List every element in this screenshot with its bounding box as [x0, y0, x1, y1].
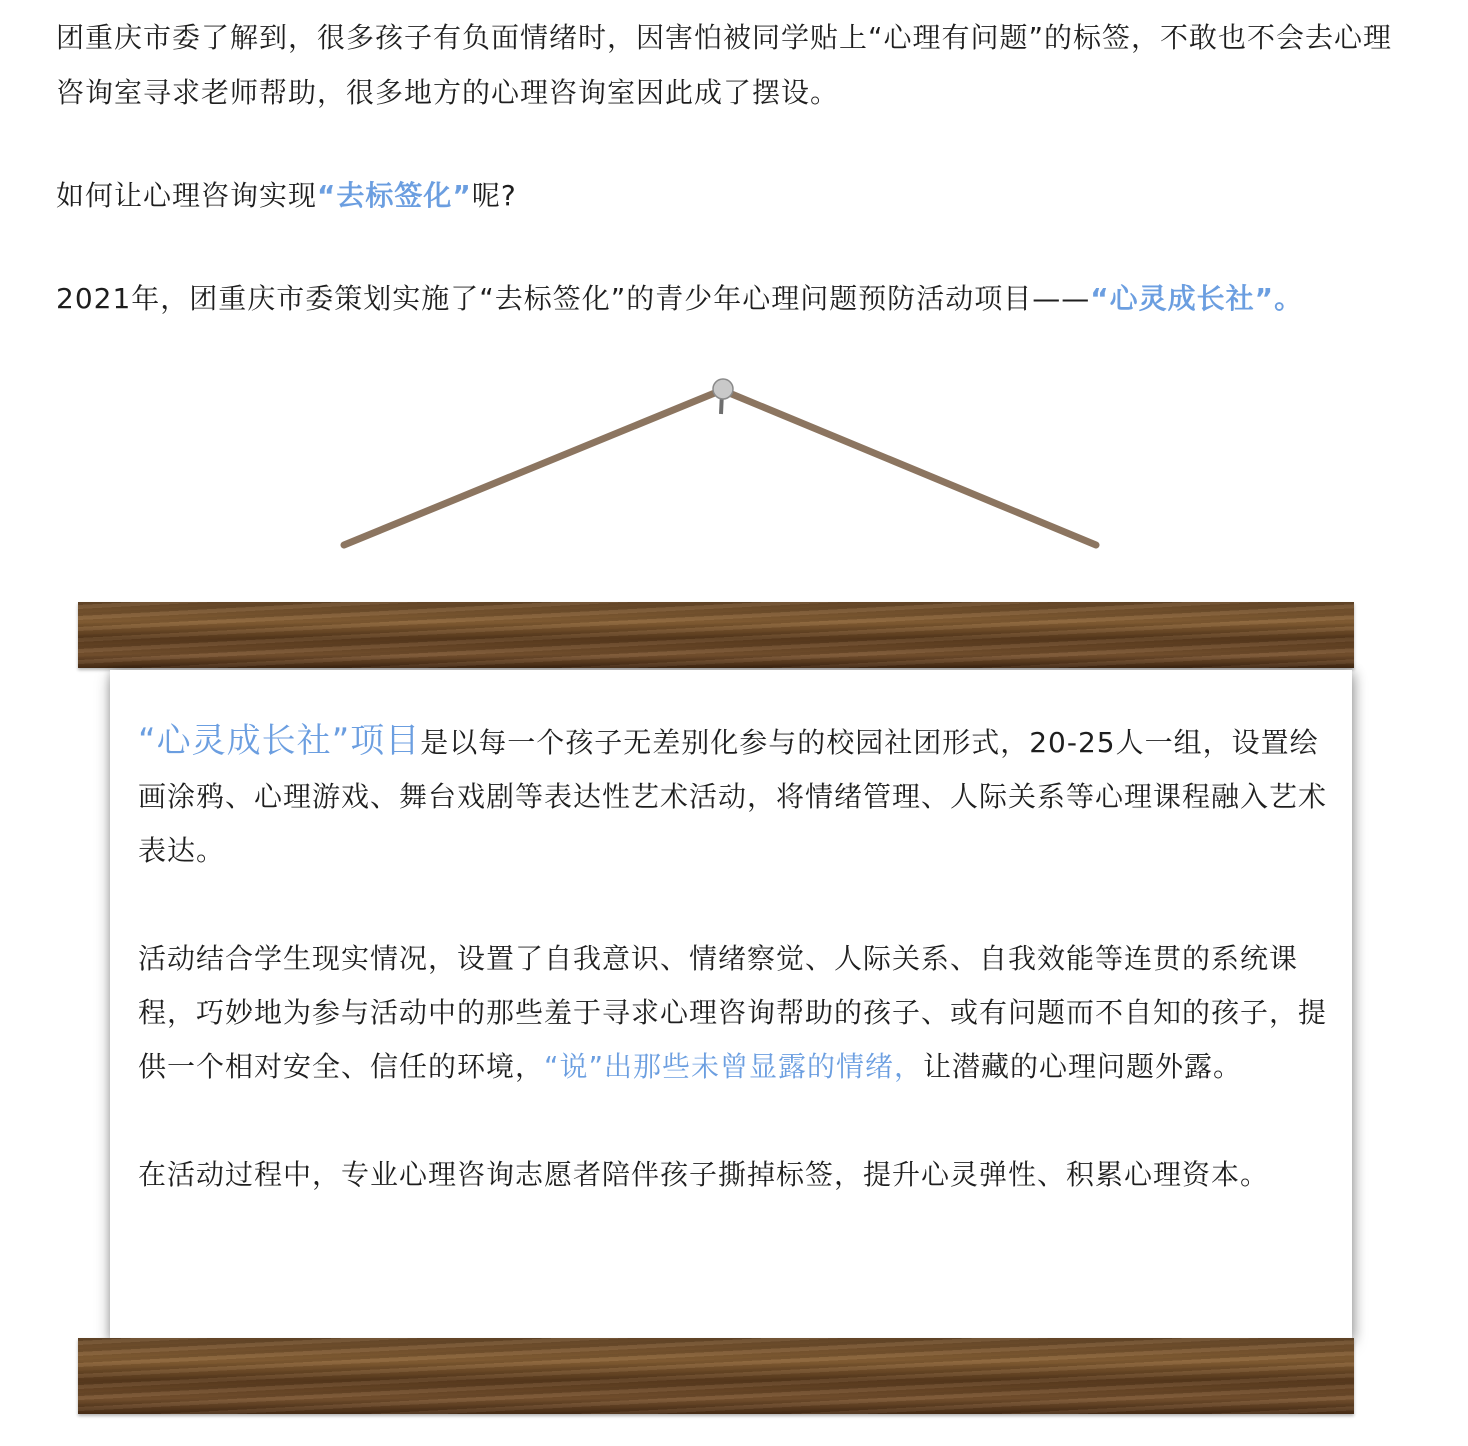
scroll-p1-highlight: “心灵成长社”项目 — [138, 721, 421, 761]
intro-p3-highlight: “心灵成长社”。 — [1090, 282, 1304, 315]
intro-paragraph-2 — [56, 168, 1416, 223]
scroll-paragraph-3: 在活动过程中，专业心理咨询志愿者陪伴孩子撕掉标签，提升心灵弹性、积累心理资本。 — [138, 1158, 1270, 1191]
nail-shaft — [721, 392, 722, 414]
scroll-content — [138, 714, 1328, 1202]
intro-paragraph-3 — [56, 271, 1416, 326]
intro-p2-end: 呢? — [471, 179, 517, 212]
scroll-paragraph-2 — [138, 932, 1328, 1094]
article-intro — [56, 10, 1416, 326]
scroll-bottom-rod — [78, 1338, 1354, 1414]
scroll-p2-highlight: “说”出那些未曾显露的情绪， — [544, 1050, 924, 1083]
scroll-p1-text: 是以每一个孩子无差别化参与的校园社团形式，20-25人一组，设置绘画涂鸦、心理游戏、舞台戏剧等表达性艺术活动，将情绪管理、人际关系等心理课程融入艺术表达。 — [138, 726, 1328, 867]
hanging-cord-left — [344, 390, 722, 545]
scroll-p2-text: 活动结合学生现实情况，设置了自我意识、情绪察觉、人际关系、自我效能等连贯的系统课程，巧妙地为参与活动中的那些羞于寻求心理咨询帮助的孩子、或有问题而不自知的孩子，提供一个相对安全、信任的环境， — [138, 942, 1328, 1083]
scroll-p2-end: 让潜藏的心理问题外露。 — [923, 1050, 1243, 1083]
intro-p2-text: 如何让心理咨询实现 — [56, 179, 318, 212]
hanging-cord-right — [722, 390, 1096, 545]
scroll-panel — [110, 670, 1352, 1338]
intro-p3-text: 2021年，团重庆市委策划实施了“去标签化”的青少年心理问题预防活动项目—— — [56, 282, 1091, 315]
intro-p2-highlight: “去标签化” — [317, 179, 472, 212]
nail-head-icon — [713, 379, 733, 399]
intro-paragraph-1: 团重庆市委了解到，很多孩子有负面情绪时，因害怕被同学贴上“心理有问题”的标签，不敢也不会去心理咨询室寻求老师帮助，很多地方的心理咨询室因此成了摆设。 — [56, 21, 1393, 109]
scroll-top-rod — [78, 602, 1354, 668]
scroll-paragraph-1 — [138, 714, 1328, 878]
